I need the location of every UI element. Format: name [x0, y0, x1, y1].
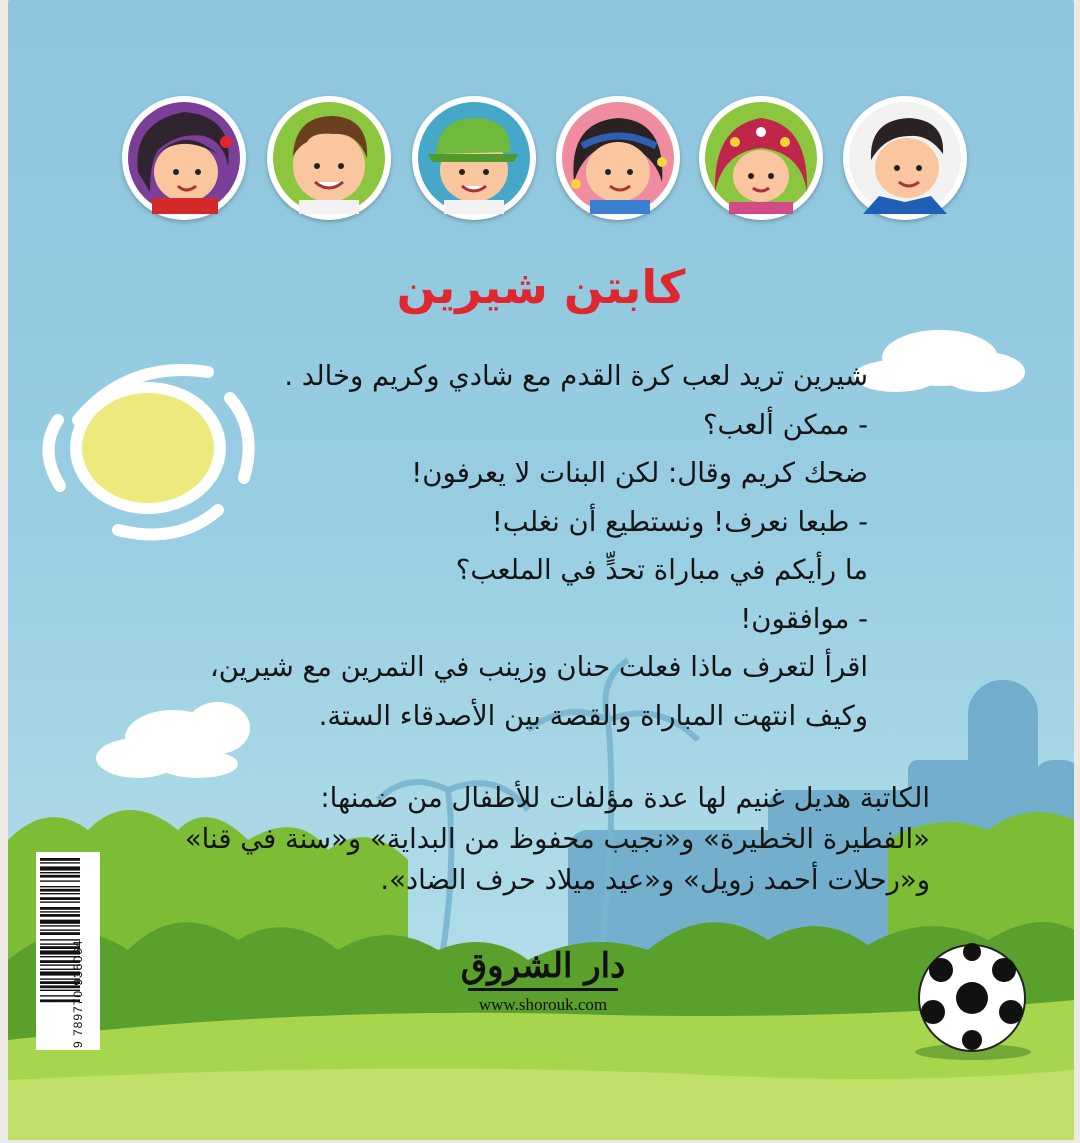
- author-bio: [110, 778, 930, 901]
- boy-green-cap-icon: [418, 102, 530, 214]
- barcode-bar: [40, 914, 80, 917]
- barcode-bar: [40, 925, 80, 926]
- barcode-bar: [40, 901, 80, 902]
- barcode-bar: [40, 911, 80, 912]
- barcode-bar: [40, 920, 80, 924]
- back-cover: [8, 0, 1074, 1140]
- boy-blue-jacket-icon: [849, 102, 961, 214]
- author-line: و«رحلات أحمد زويل» و«عيد ميلاد حرف الضاد».: [380, 864, 930, 896]
- isbn-number: 9 789770 935064: [71, 939, 85, 1048]
- avatar-girl-headband: [556, 96, 680, 220]
- barcode-bar: [40, 907, 80, 910]
- barcode-bar: [40, 897, 80, 900]
- publisher-logo: [428, 946, 658, 1015]
- girl-blue-headband-icon: [562, 102, 674, 214]
- story-line: - ممكن ألعب؟: [702, 408, 868, 441]
- barcode-bar: [40, 872, 80, 873]
- story-line: - طبعا نعرف! ونستطيع أن نغلب!: [491, 505, 868, 538]
- story-line: - موافقون!: [740, 602, 868, 635]
- girl-red-hair-clip-icon: [128, 102, 240, 214]
- story-line: ضحك كريم وقال: لكن البنات لا يعرفون!: [411, 457, 868, 489]
- barcode-icon: [36, 852, 100, 1050]
- barcode-bar: [40, 893, 80, 894]
- publisher-underline: [468, 988, 618, 991]
- avatar-girl-red: [122, 96, 246, 220]
- barcode-bar: [40, 858, 80, 861]
- barcode-bar: [40, 889, 80, 892]
- author-line: «الفطيرة الخطيرة» و«نجيب محفوظ من البداية» و«سنة في قنا»: [184, 823, 930, 855]
- avatar-boy-cap: [412, 96, 536, 220]
- boy-brown-hair-icon: [273, 102, 385, 214]
- avatar-girl-scarf: [699, 96, 823, 220]
- avatar-boy-brown: [267, 96, 391, 220]
- story-blurb: [108, 352, 868, 740]
- barcode: [36, 852, 100, 1050]
- story-line: ما رأيكم في مباراة تحدٍّ في الملعب؟: [455, 554, 868, 586]
- barcode-bar: [40, 875, 80, 878]
- barcode-bar: [40, 862, 80, 863]
- barcode-bar: [40, 886, 80, 887]
- publisher-name: دار الشروق: [460, 946, 626, 986]
- avatar-boy-jacket: [843, 96, 967, 220]
- story-line: وكيف انتهت المباراة والقصة بين الأصدقاء الستة.: [318, 699, 868, 732]
- barcode-bar: [40, 932, 80, 935]
- story-line: شيرين تريد لعب كرة القدم مع شادي وكريم وخالد .: [284, 360, 868, 392]
- publisher-website: www.shorouk.com: [478, 995, 608, 1014]
- author-line: الكاتبة هديل غنيم لها عدة مؤلفات للأطفال من ضمنها:: [320, 782, 930, 814]
- barcode-bar: [40, 866, 80, 870]
- barcode-bar: [40, 929, 80, 930]
- barcode-bar: [40, 880, 80, 881]
- book-title: كابتن شيرين: [396, 260, 686, 314]
- girl-floral-scarf-icon: [705, 102, 817, 214]
- story-line: اقرأ لتعرف ماذا فعلت حنان وزينب في التمرين مع شيرين،: [209, 651, 868, 683]
